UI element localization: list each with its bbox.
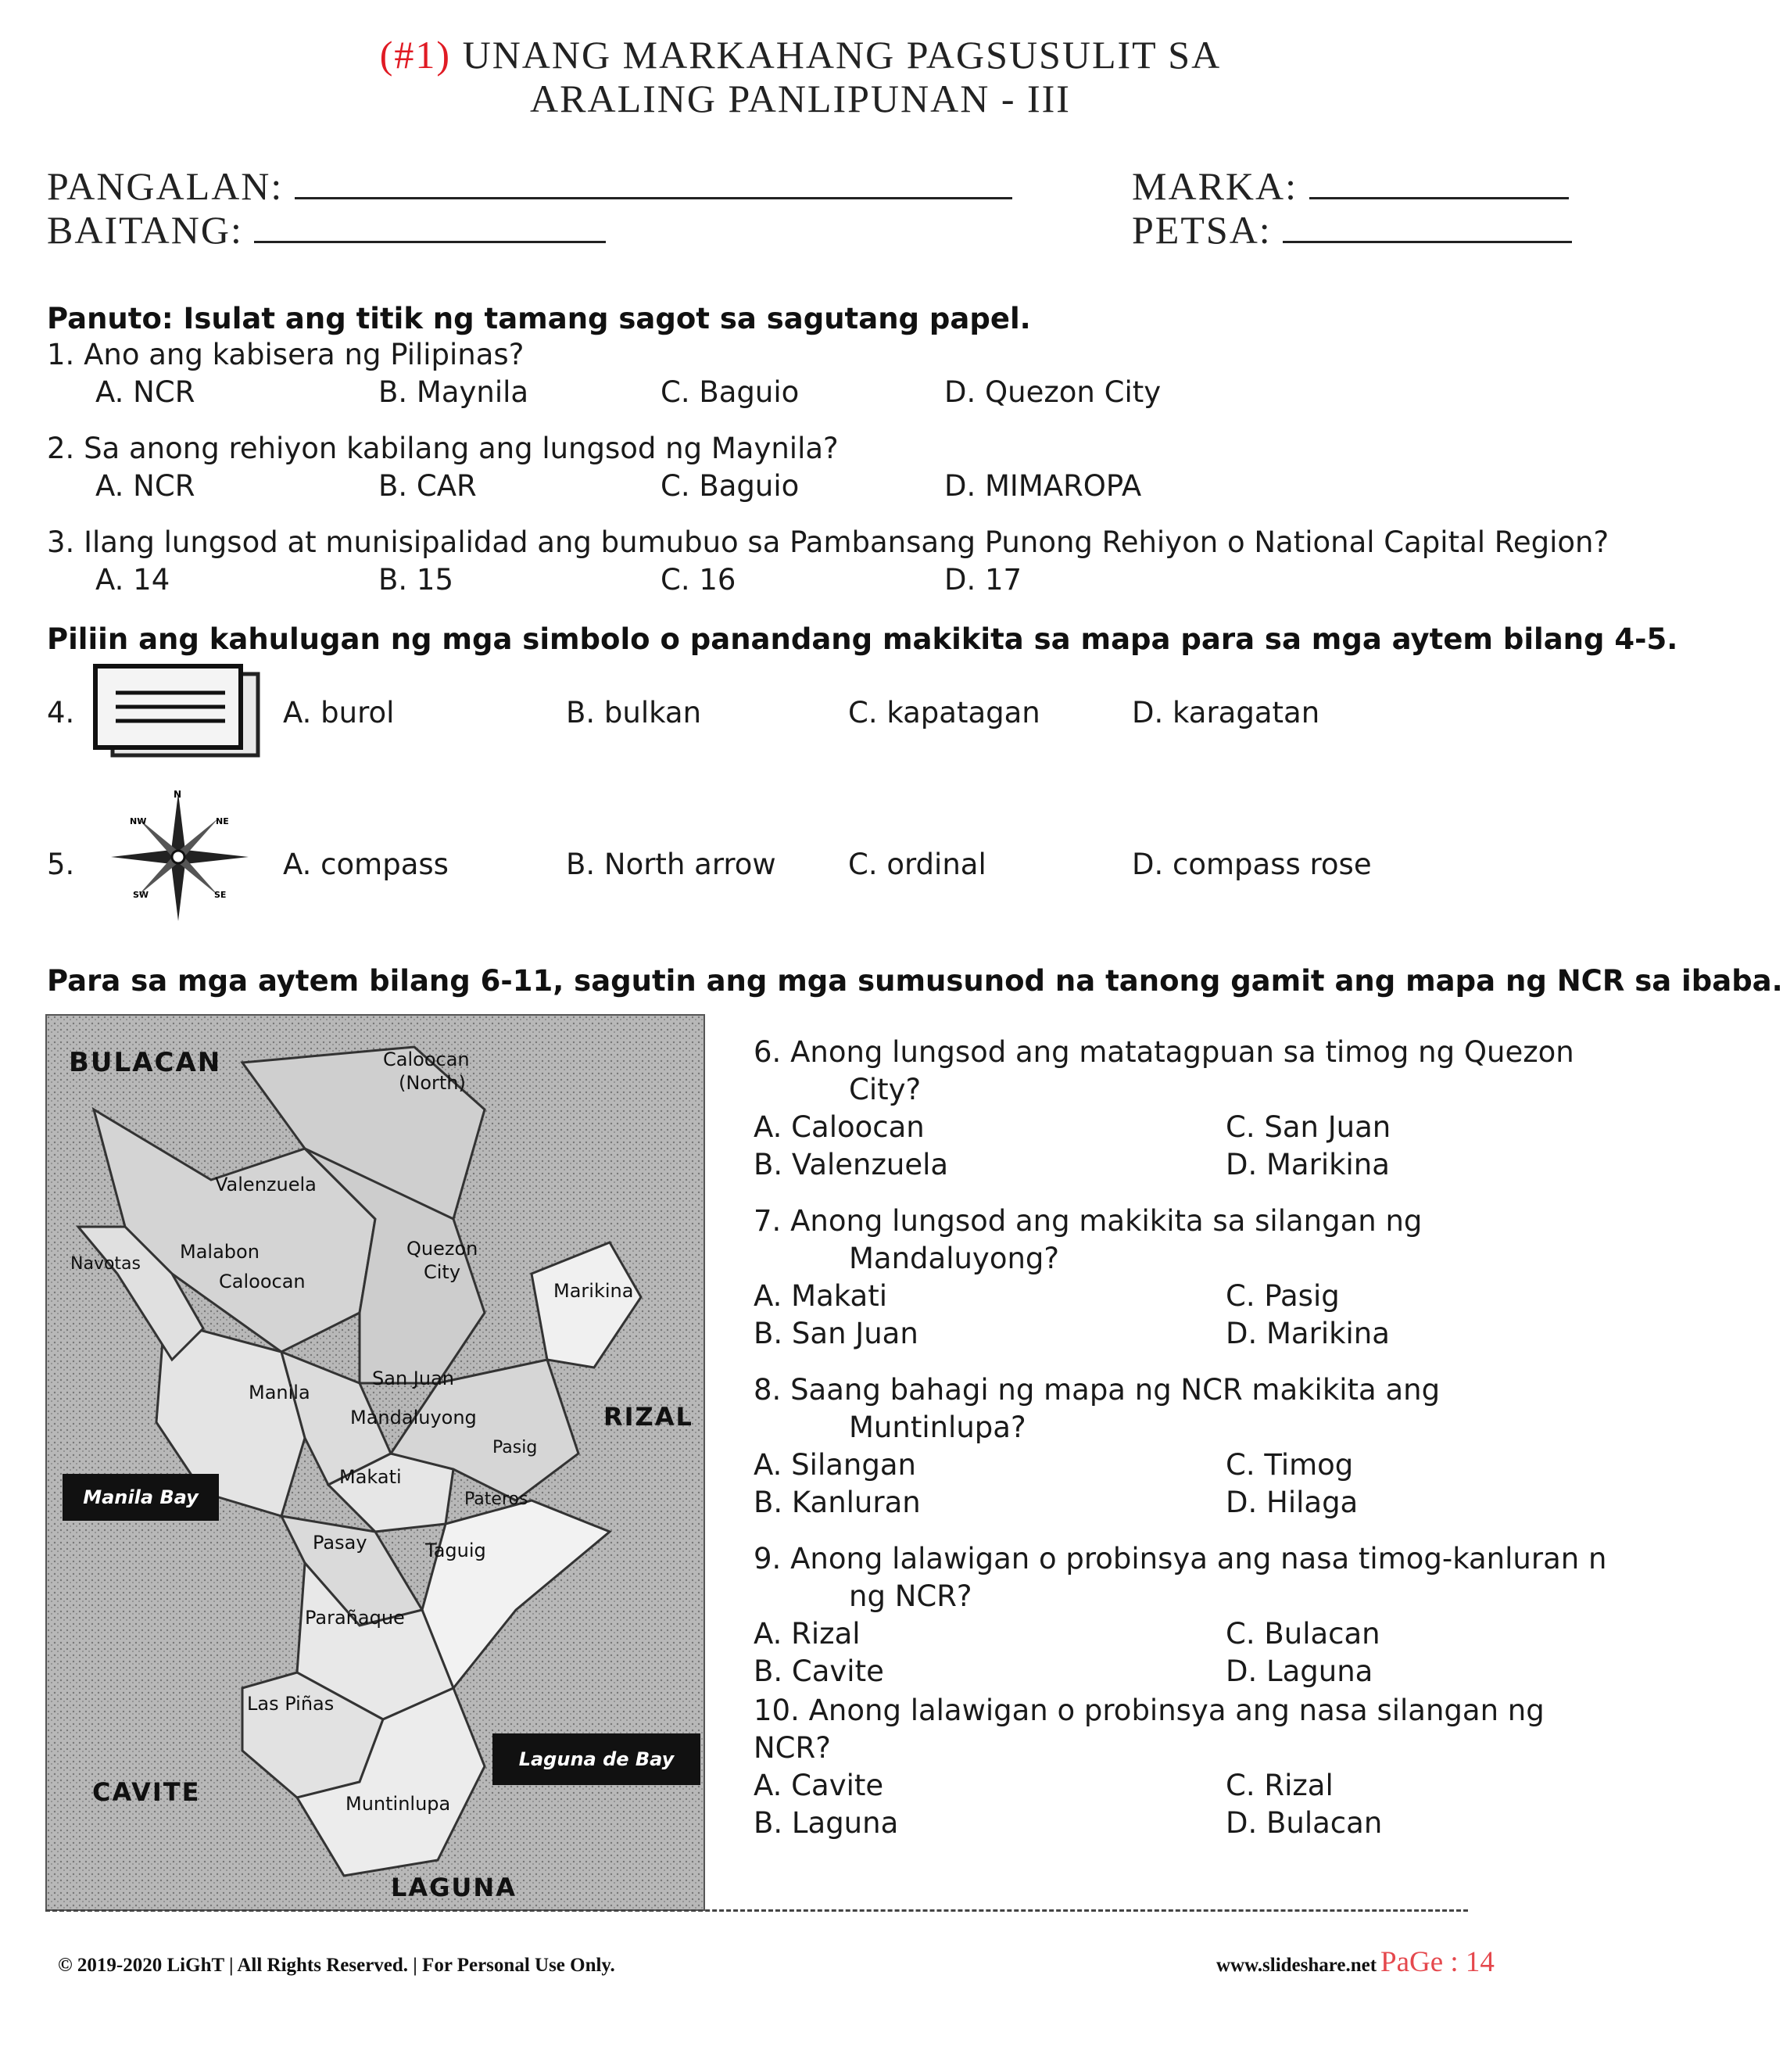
q7-choice-b: B. San Juan (754, 1317, 918, 1350)
q3-choice-b: B. 15 (378, 563, 453, 597)
question-3: 3. Ilang lungsod at munisipalidad ang bumubuo sa Pambansang Punong Rehiyon o National Capital Region? (47, 525, 1609, 559)
map-label-paranaque: Parañaque (305, 1607, 405, 1629)
q2-choice-d: D. MIMAROPA (944, 469, 1142, 503)
q6-choice-c: C. San Juan (1226, 1110, 1391, 1144)
q7-choice-d: D. Marikina (1226, 1317, 1390, 1350)
marka-label: MARKA: (1132, 164, 1298, 208)
question-9: 9. Anong lalawigan o probinsya ang nasa timog-kanluran n (754, 1542, 1607, 1576)
q8-choice-d: D. Hilaga (1226, 1486, 1359, 1519)
map-label-mandaluyong: Mandaluyong (350, 1407, 477, 1429)
map-label-north: (North) (399, 1072, 466, 1094)
marka-field[interactable] (1132, 164, 1569, 208)
q1-choice-c: C. Baguio (661, 375, 800, 409)
petsa-field[interactable] (1132, 208, 1572, 252)
question-8: 8. Saang bahagi ng mapa ng NCR makikita ang (754, 1373, 1441, 1407)
pangalan-field[interactable] (47, 164, 1012, 208)
question-1: 1. Ano ang kabisera ng Pilipinas? (47, 338, 525, 371)
map-label-rizal: RIZAL (603, 1402, 693, 1432)
map-label-valenzuela: Valenzuela (215, 1174, 317, 1196)
q8-choice-c: C. Timog (1226, 1448, 1354, 1482)
q10-choice-c: C. Rizal (1226, 1769, 1334, 1802)
petsa-label: PETSA: (1132, 208, 1272, 252)
map-label-pateros: Pateros (464, 1489, 528, 1509)
q6-choice-a: A. Caloocan (754, 1110, 925, 1144)
q7-choice-a: A. Makati (754, 1279, 888, 1313)
q5-choice-b: B. North arrow (566, 848, 776, 881)
map-label-malabon: Malabon (180, 1241, 260, 1263)
question-6-cont: City? (849, 1073, 922, 1106)
map-label-quezon: Quezon (406, 1238, 478, 1260)
petsa-blank[interactable] (1283, 210, 1572, 243)
q9-choice-d: D. Laguna (1226, 1654, 1373, 1688)
map-label-pasig: Pasig (492, 1438, 538, 1457)
compass-label-nw: NW (130, 816, 147, 826)
q7-choice-c: C. Pasig (1226, 1279, 1340, 1313)
q6-choice-b: B. Valenzuela (754, 1148, 949, 1181)
panuto-instruction: Panuto: Isulat ang titik ng tamang sagot sa sagutang papel. (47, 302, 1031, 335)
footer-copyright: © 2019-2020 LiGhT | All Rights Reserved. | For Personal Use Only. (58, 1955, 615, 1976)
map-label-las-pinas: Las Piñas (247, 1693, 335, 1715)
map-label-san-juan: San Juan (372, 1368, 454, 1389)
compass-label-n: N (174, 789, 182, 800)
question-7-cont: Mandaluyong? (849, 1242, 1060, 1275)
question-10-cont: NCR? (754, 1731, 831, 1765)
map-label-manila-bay: Manila Bay (63, 1474, 219, 1521)
ncr-map (45, 1014, 705, 1911)
q1-choice-d: D. Quezon City (944, 375, 1162, 409)
q8-choice-b: B. Kanluran (754, 1486, 921, 1519)
q10-choice-d: D. Bulacan (1226, 1806, 1383, 1840)
q4-choice-a: A. burol (283, 696, 395, 730)
q3-choice-a: A. 14 (95, 563, 170, 597)
compass-label-se: SE (214, 890, 227, 900)
pangalan-label: PANGALAN: (47, 164, 284, 208)
q2-choice-b: B. CAR (378, 469, 477, 503)
map-label-laguna: LAGUNA (391, 1873, 517, 1902)
question-6: 6. Anong lungsod ang matatagpuan sa timog ng Quezon (754, 1035, 1574, 1069)
q1-choice-b: B. Maynila (378, 375, 529, 409)
marka-blank[interactable] (1309, 166, 1569, 199)
q4-choice-c: C. kapatagan (848, 696, 1040, 730)
q2-choice-c: C. Baguio (661, 469, 800, 503)
parallel-lines-symbol-icon (92, 663, 264, 763)
baitang-field[interactable] (47, 208, 606, 252)
q5-choice-d: D. compass rose (1132, 848, 1372, 881)
compass-label-sw: SW (133, 890, 149, 900)
q2-choice-a: A. NCR (95, 469, 195, 503)
map-label-cavite: CAVITE (92, 1777, 201, 1807)
baitang-blank[interactable] (254, 210, 606, 243)
q5-choice-c: C. ordinal (848, 848, 986, 881)
q8-choice-a: A. Silangan (754, 1448, 916, 1482)
map-label-taguig: Taguig (425, 1540, 486, 1561)
q6-choice-d: D. Marikina (1226, 1148, 1390, 1181)
title-text-1: UNANG MARKAHANG PAGSUSULIT SA (451, 33, 1222, 77)
pangalan-blank[interactable] (295, 166, 1012, 199)
q10-choice-b: B. Laguna (754, 1806, 899, 1840)
map-label-caloocan: Caloocan (219, 1271, 306, 1292)
q9-choice-a: A. Rizal (754, 1617, 861, 1651)
q3-choice-d: D. 17 (944, 563, 1022, 597)
footer-divider (45, 1909, 1468, 1912)
map-label-manila: Manila (249, 1382, 310, 1403)
q9-choice-b: B. Cavite (754, 1654, 884, 1688)
exam-title-line2: ARALING PANLIPUNAN - III (530, 77, 1071, 120)
map-label-marikina: Marikina (553, 1280, 634, 1302)
exam-number: (#1) (379, 33, 452, 77)
map-label-navotas: Navotas (70, 1254, 141, 1274)
question-4-number: 4. (47, 696, 75, 730)
q1-choice-a: A. NCR (95, 375, 195, 409)
baitang-label: BAITANG: (47, 208, 243, 252)
q3-choice-c: C. 16 (661, 563, 736, 597)
exam-title-line1 (0, 33, 1601, 77)
map-label-city: City (424, 1261, 461, 1283)
compass-label-ne: NE (216, 816, 229, 826)
q4-choice-d: D. karagatan (1132, 696, 1320, 730)
q5-choice-a: A. compass (283, 848, 449, 881)
map-label-pasay: Pasay (313, 1532, 367, 1554)
q10-choice-a: A. Cavite (754, 1769, 884, 1802)
map-label-bulacan: BULACAN (69, 1047, 222, 1078)
question-2: 2. Sa anong rehiyon kabilang ang lungsod ng Maynila? (47, 432, 839, 465)
compass-rose-icon (92, 787, 264, 927)
map-label-caloocan-north: Caloocan (383, 1049, 470, 1070)
symbols-instruction: Piliin ang kahulugan ng mga simbolo o panandang makikita sa mapa para sa mga aytem bilang 4-5. (47, 622, 1678, 656)
question-10: 10. Anong lalawigan o probinsya ang nasa silangan ng (754, 1694, 1545, 1727)
map-label-muntinlupa: Muntinlupa (346, 1793, 451, 1815)
question-7: 7. Anong lungsod ang makikita sa silangan ng (754, 1204, 1423, 1238)
map-label-makati: Makati (339, 1466, 402, 1488)
footer-website[interactable]: www.slideshare.net (1216, 1955, 1377, 1976)
question-9-cont: ng NCR? (849, 1579, 972, 1613)
page-number: PaGe : 14 (1380, 1946, 1495, 1978)
map-instruction: Para sa mga aytem bilang 6-11, sagutin ang mga sumusunod na tanong gamit ang mapa ng NCR sa ibaba. (47, 964, 1783, 998)
map-label-laguna-de-bay: Laguna de Bay (492, 1733, 700, 1785)
question-8-cont: Muntinlupa? (849, 1411, 1026, 1444)
q9-choice-c: C. Bulacan (1226, 1617, 1380, 1651)
q4-choice-b: B. bulkan (566, 696, 702, 730)
question-5-number: 5. (47, 848, 75, 881)
